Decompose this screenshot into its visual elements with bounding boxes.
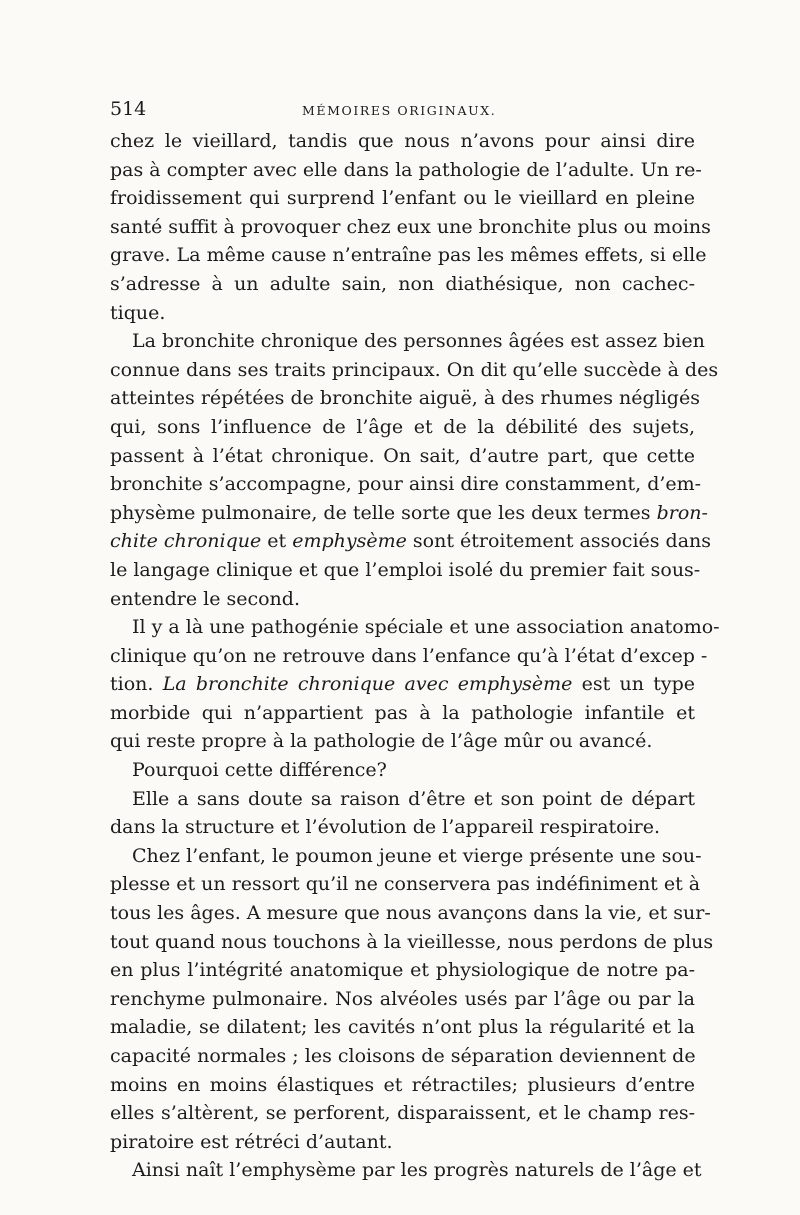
text-line [110,1128,695,1157]
text-line [110,156,702,185]
text-line [110,785,695,814]
text-run: Elle a sans doute sa raison d’être et son point de départ [132,787,695,810]
italic-text: chite chronique [110,530,262,553]
text-line [110,127,695,156]
text-run: bronchite s’accompagne, pour ainsi dire constamment, d’em- [110,473,702,496]
text-run: plesse et un ressort qu’il ne conservera pas indéfiniment et à [110,873,701,896]
text-line [110,928,714,957]
page-number: 514 [110,98,147,120]
text-run: grave. La même cause n’entraîne pas les mêmes effets, si elle [110,244,707,267]
text-line [110,842,702,871]
text-run: entendre le second. [110,587,300,610]
text-line [110,813,695,842]
text-line [110,1071,695,1100]
text-run: chez le vieillard, tandis que nous n’avons pour ainsi dire [110,130,695,152]
text-line [110,956,695,985]
text-line [110,1099,695,1128]
text-run: tous les âges. A mesure que nous avançons dans la vie, et sur- [110,902,711,925]
text-run: moins en moins élastiques et rétractiles; plusieurs d’entre [110,1073,695,1096]
text-run: capacité normales ; les cloisons de séparation deviennent de [110,1045,696,1067]
text-run: Chez l’enfant, le poumon jeune et vierge présente une sou- [132,844,702,867]
text-line [110,442,695,471]
text-line [110,356,719,385]
text-run: le langage clinique et que l’emploi isolé du premier fait sous- [110,558,701,581]
text-run: piratoire est rétréci d’autant. [110,1130,393,1153]
text-line [110,499,708,528]
text-line [110,556,701,585]
text-run: pas à compter avec elle dans la pathologie de l’adulte. Un re- [110,158,702,181]
text-run: Ainsi naît l’emphysème par les progrès naturels de l’âge et [132,1159,702,1182]
text-run: froidissement qui surprend l’enfant ou le vieillard en pleine [110,187,695,210]
text-line [110,184,695,213]
text-run: connue dans ses traits principaux. On dit qu’elle succède à des [110,358,719,381]
text-run: qui reste propre à la pathologie de l’âge mûr ou avancé. [110,730,653,753]
text-run: atteintes répétées de bronchite aiguë, à des rhumes négligés [110,387,700,410]
text-run: est un type [572,673,696,696]
running-title: MÉMOIRES ORIGINAUX. [302,103,497,118]
text-run: morbide qui n’appartient pas à la pathologie infantile et [110,701,695,724]
text-line [110,756,695,785]
text-run: renchyme pulmonaire. Nos alvéoles usés par l’âge ou par la [110,987,695,1010]
text-run: et [261,530,293,553]
text-run: s’adresse à un adulte sain, non diathésique, non cachec- [110,272,695,295]
text-run: qui, sons l’influence de l’âge et de la débilité des sujets, [110,415,695,438]
text-line [110,1013,695,1042]
running-head [110,98,695,128]
text-line [110,299,695,328]
text-run: Pourquoi cette différence? [132,759,387,782]
text-line [110,699,695,728]
text-line [110,670,695,699]
text-line [110,870,701,899]
text-line [110,613,720,642]
text-run: maladie, se dilatent; les cavités n’ont plus la régularité et la [110,1016,695,1039]
body-text [110,127,720,1185]
text-run: tion. [110,673,163,696]
text-line [110,241,707,270]
text-line [110,384,700,413]
text-run: clinique qu’on ne retrouve dans l’enfance qu’à l’état d’excep - [110,644,708,667]
text-line [110,413,695,442]
text-line [110,213,711,242]
text-run: santé suffit à provoquer chez eux une bronchite plus ou moins [110,215,711,238]
text-run: en plus l’intégrité anatomique et physiologique de notre pa- [110,959,695,982]
text-run: sont étroitement associés dans [406,530,712,553]
text-run: elles s’altèrent, se perforent, disparaissent, et le champ res- [110,1102,695,1125]
text-run: tique. [110,301,166,324]
text-line [110,1156,702,1185]
text-run: physème pulmonaire, de telle sorte que les deux termes [110,501,657,524]
text-line [110,985,695,1014]
text-line [110,642,708,671]
text-line [110,727,695,756]
text-run: dans la structure et l’évolution de l’appareil respiratoire. [110,816,661,839]
italic-text: emphysème [292,530,407,553]
text-run: La bronchite chronique des personnes âgées est assez bien [132,330,705,353]
text-line [110,470,702,499]
text-line [110,1042,695,1071]
text-run: tout quand nous touchons à la vieillesse, nous perdons de plus [110,930,714,953]
text-run: Il y a là une pathogénie spéciale et une association anatomo- [132,616,720,639]
italic-text: La bronchite chronique avec emphysème [162,673,573,696]
text-run: passent à l’état chronique. On sait, d’autre part, que cette [110,444,695,467]
text-line [110,899,711,928]
text-line [110,527,712,556]
text-line [110,270,695,299]
text-line [110,585,695,614]
italic-text: bron- [656,501,708,524]
text-line [110,327,705,356]
